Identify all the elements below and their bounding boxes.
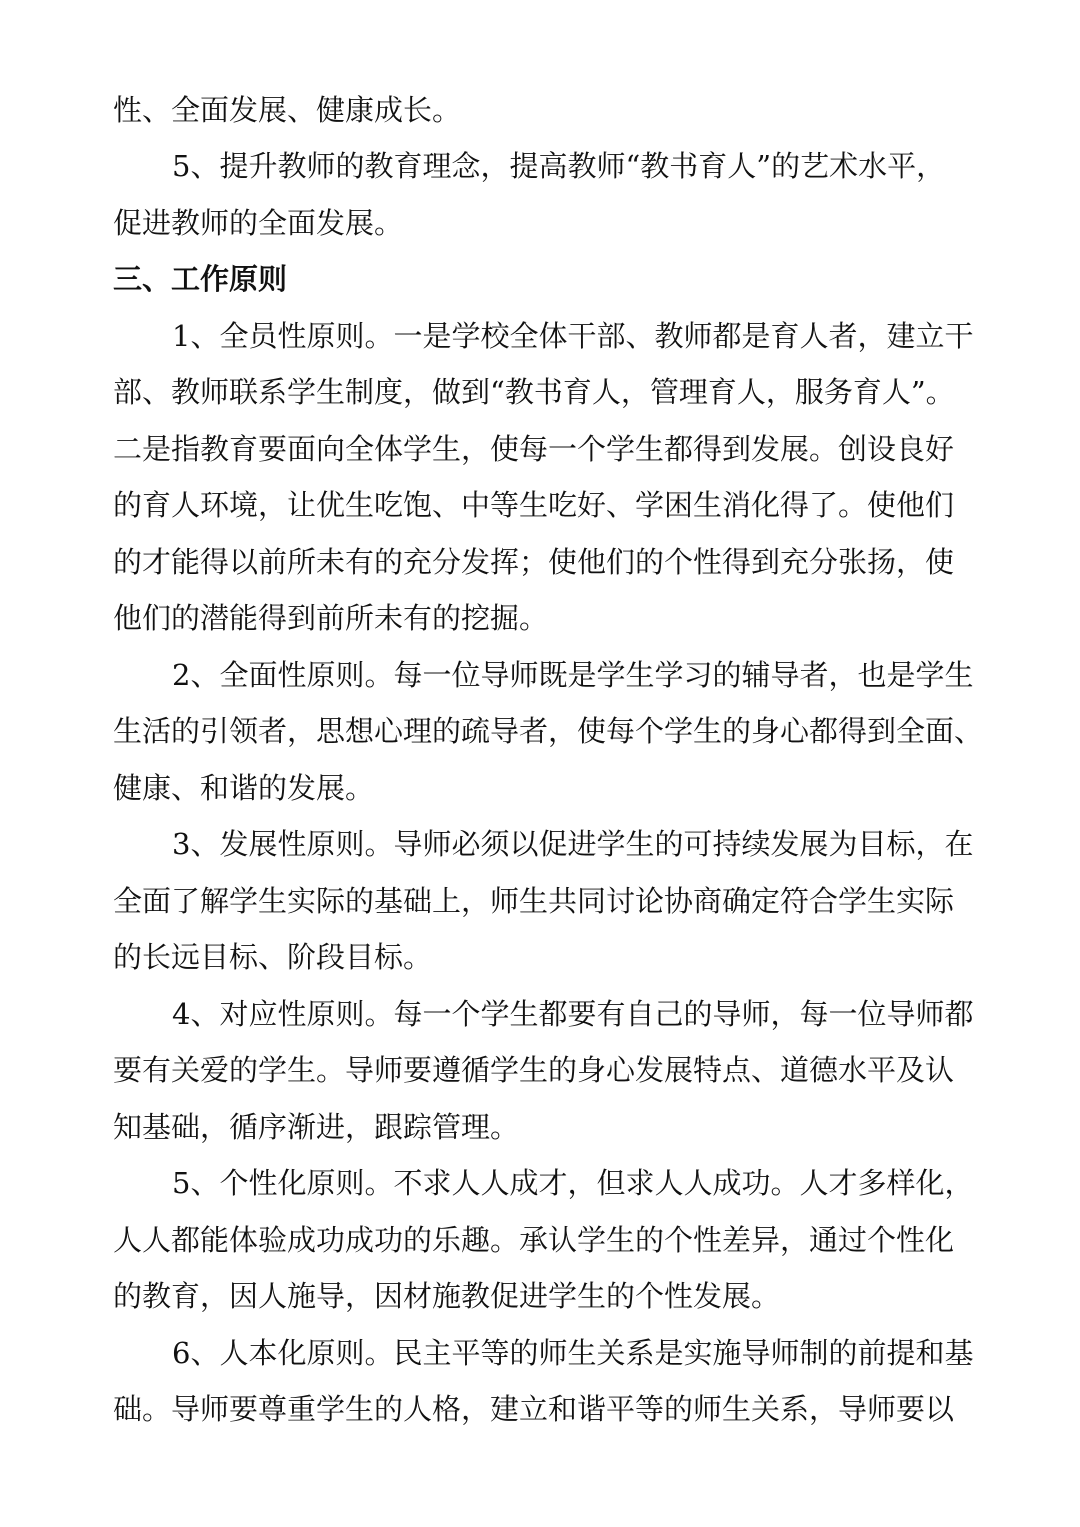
paragraph-line: 的长远目标、阶段目标。: [113, 940, 433, 974]
paragraph-line: 要有关爱的学生。导师要遵循学生的身心发展特点、道德水平及认: [113, 1053, 955, 1087]
paragraph-line: 的才能得以前所未有的充分发挥；使他们的个性得到充分张扬，使: [113, 545, 955, 579]
paragraph-line: 5、个性化原则。不求人人成才，但求人人成功。人才多样化，: [172, 1166, 974, 1200]
paragraph-line: 他们的潜能得到前所未有的挖掘。: [113, 601, 549, 635]
paragraph-line: 的教育，因人施导，因材施教促进学生的个性发展。: [113, 1279, 781, 1313]
paragraph-line: 的育人环境，让优生吃饱、中等生吃好、学困生消化得了。使他们: [113, 488, 955, 522]
paragraph-line: 2、全面性原则。每一位导师既是学生学习的辅导者，也是学生: [172, 658, 974, 692]
paragraph-line: 健康、和谐的发展。: [113, 771, 375, 805]
paragraph-line: 4、对应性原则。每一个学生都要有自己的导师，每一位导师都: [172, 997, 974, 1031]
paragraph-line: 5、提升教师的教育理念，提高教师“教书育人”的艺术水平，: [172, 149, 946, 183]
paragraph-line: 6、人本化原则。民主平等的师生关系是实施导师制的前提和基: [172, 1336, 974, 1370]
paragraph-line: 二是指教育要面向全体学生，使每一个学生都得到发展。创设良好: [113, 432, 955, 466]
paragraph-line: 础。导师要尊重学生的人格，建立和谐平等的师生关系，导师要以: [113, 1392, 955, 1426]
paragraph-line: 生活的引领者，思想心理的疏导者，使每个学生的身心都得到全面、: [113, 714, 984, 748]
paragraph-line: 人人都能体验成功成功的乐趣。承认学生的个性差异，通过个性化: [113, 1223, 955, 1257]
paragraph-line: 促进教师的全面发展。: [113, 206, 404, 240]
continuation-line: 性、全面发展、健康成长。: [113, 93, 462, 127]
section-heading: 三、工作原则: [113, 262, 288, 296]
paragraph-line: 3、发展性原则。导师必须以促进学生的可持续发展为目标，在: [172, 827, 974, 861]
paragraph-line: 全面了解学生实际的基础上，师生共同讨论协商确定符合学生实际: [113, 884, 955, 918]
paragraph-line: 知基础，循序渐进，跟踪管理。: [113, 1110, 520, 1144]
paragraph-line: 部、教师联系学生制度，做到“教书育人，管理育人，服务育人”。: [113, 375, 955, 409]
paragraph-line: 1、全员性原则。一是学校全体干部、教师都是育人者，建立干: [172, 319, 974, 353]
